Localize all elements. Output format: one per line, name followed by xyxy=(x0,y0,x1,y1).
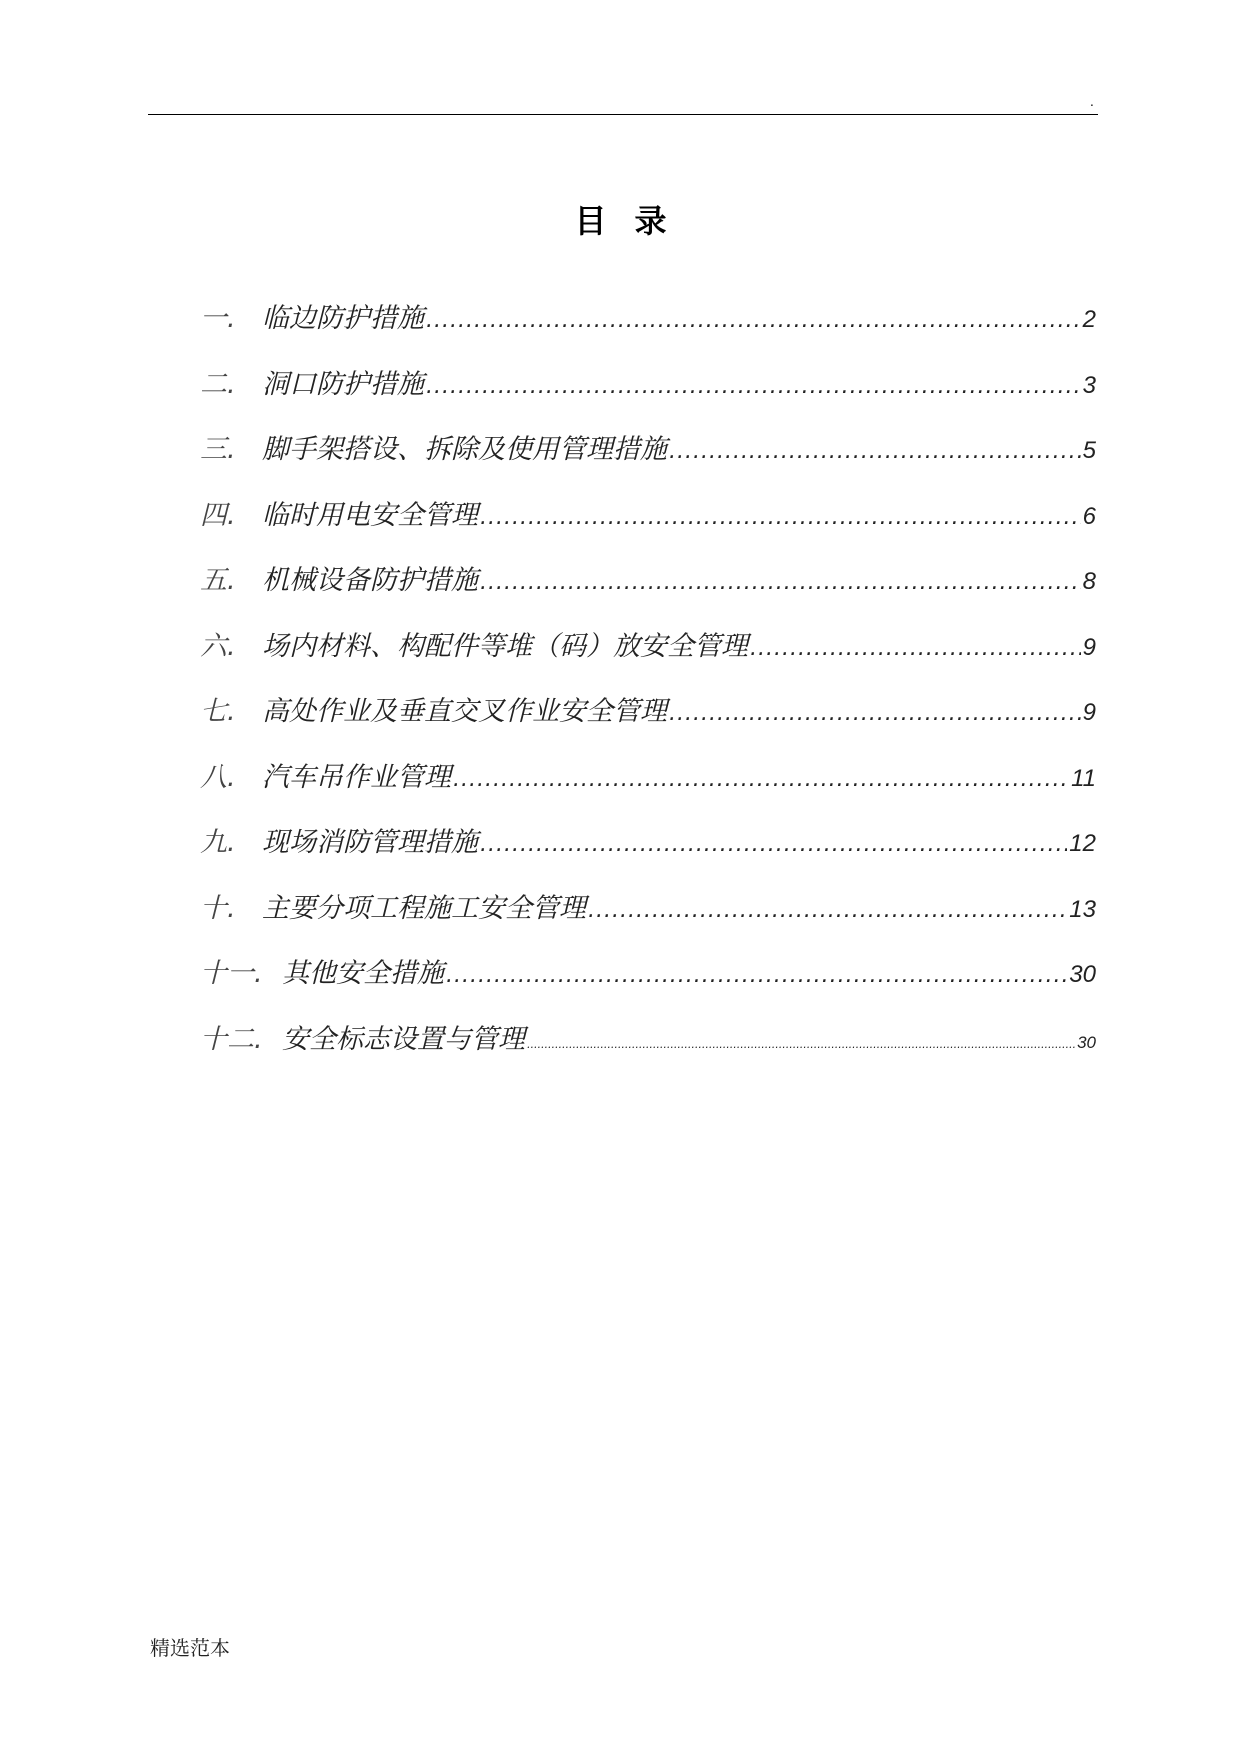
toc-entry[interactable] xyxy=(200,689,1096,755)
toc-title-char-2: 录 xyxy=(634,202,667,240)
toc-entry[interactable] xyxy=(200,362,1096,428)
toc-entry[interactable] xyxy=(200,820,1096,886)
toc-entry[interactable] xyxy=(200,624,1096,690)
toc-entry-number: 七. xyxy=(200,696,236,727)
toc-entry[interactable] xyxy=(200,296,1096,362)
toc-entry-page: 30 xyxy=(1077,1032,1096,1052)
toc-entry[interactable] xyxy=(200,493,1096,559)
toc-dot-leader xyxy=(426,308,1081,333)
toc-entry[interactable] xyxy=(200,427,1096,493)
page-footer: 精选范本 xyxy=(150,1636,230,1660)
toc-entry-title: 脚手架搭设、拆除及使用管理措施 xyxy=(262,434,667,465)
toc-list xyxy=(200,296,1096,1082)
toc-dot-leader xyxy=(480,832,1067,857)
toc-entry-title: 临时用电安全管理 xyxy=(262,499,478,531)
toc-entry-title: 机械设备防护措施 xyxy=(262,565,478,596)
toc-entry-page: 9 xyxy=(1082,699,1096,726)
toc-entry-title: 高处作业及垂直交叉作业安全管理 xyxy=(262,696,667,727)
toc-entry-page: 13 xyxy=(1069,895,1096,923)
toc-title-char-1: 目 xyxy=(574,202,607,240)
toc-entry-title: 主要分项工程施工安全管理 xyxy=(262,892,586,924)
toc-entry-page: 5 xyxy=(1082,437,1096,464)
toc-entry-page: 6 xyxy=(1082,502,1096,530)
toc-dot-leader xyxy=(588,898,1067,923)
toc-entry-number: 六. xyxy=(200,630,236,662)
toc-entry-number: 二. xyxy=(200,368,236,400)
toc-entry[interactable] xyxy=(200,1017,1096,1083)
toc-dot-leader xyxy=(669,701,1081,726)
toc-dot-leader xyxy=(453,767,1069,792)
toc-title xyxy=(0,196,1241,242)
toc-entry-page: 11 xyxy=(1071,764,1096,792)
toc-dot-leader xyxy=(480,570,1081,595)
toc-dot-leader xyxy=(669,439,1081,464)
toc-entry-title: 现场消防管理措施 xyxy=(262,827,478,858)
toc-entry[interactable] xyxy=(200,951,1096,1017)
toc-entry-title: 临边防护措施 xyxy=(262,303,424,334)
toc-dot-leader xyxy=(527,1038,1075,1051)
toc-entry-number: 十. xyxy=(200,892,236,924)
toc-entry-number: 一. xyxy=(200,303,236,334)
toc-entry-page: 2 xyxy=(1082,306,1096,333)
toc-entry-number: 九. xyxy=(200,827,236,858)
toc-entry-number: 八. xyxy=(200,761,236,793)
toc-dot-leader xyxy=(446,963,1067,988)
toc-entry-title: 其他安全措施 xyxy=(282,958,444,989)
toc-entry-page: 30 xyxy=(1069,961,1096,988)
toc-entry-number: 三. xyxy=(200,434,236,465)
toc-entry-page: 9 xyxy=(1082,633,1096,661)
toc-entry-title: 汽车吊作业管理 xyxy=(262,761,451,793)
toc-entry-title: 安全标志设置与管理 xyxy=(282,1023,525,1055)
toc-entry-title: 场内材料、构配件等堆（码）放安全管理 xyxy=(262,630,748,662)
toc-dot-leader xyxy=(426,374,1081,399)
toc-entry[interactable] xyxy=(200,755,1096,821)
toc-entry-page: 3 xyxy=(1082,371,1096,399)
toc-dot-leader xyxy=(750,636,1081,661)
toc-entry-number: 十二. xyxy=(200,1023,263,1055)
toc-entry[interactable] xyxy=(200,558,1096,624)
toc-entry-number: 四. xyxy=(200,499,236,531)
toc-dot-leader xyxy=(480,505,1081,530)
toc-entry[interactable] xyxy=(200,886,1096,952)
header-mark: . xyxy=(1090,95,1094,109)
toc-entry-title: 洞口防护措施 xyxy=(262,368,424,400)
toc-entry-page: 8 xyxy=(1082,568,1096,595)
toc-entry-number: 十一. xyxy=(200,958,263,989)
toc-entry-page: 12 xyxy=(1069,830,1096,857)
toc-entry-number: 五. xyxy=(200,565,236,596)
header-rule xyxy=(148,114,1098,115)
